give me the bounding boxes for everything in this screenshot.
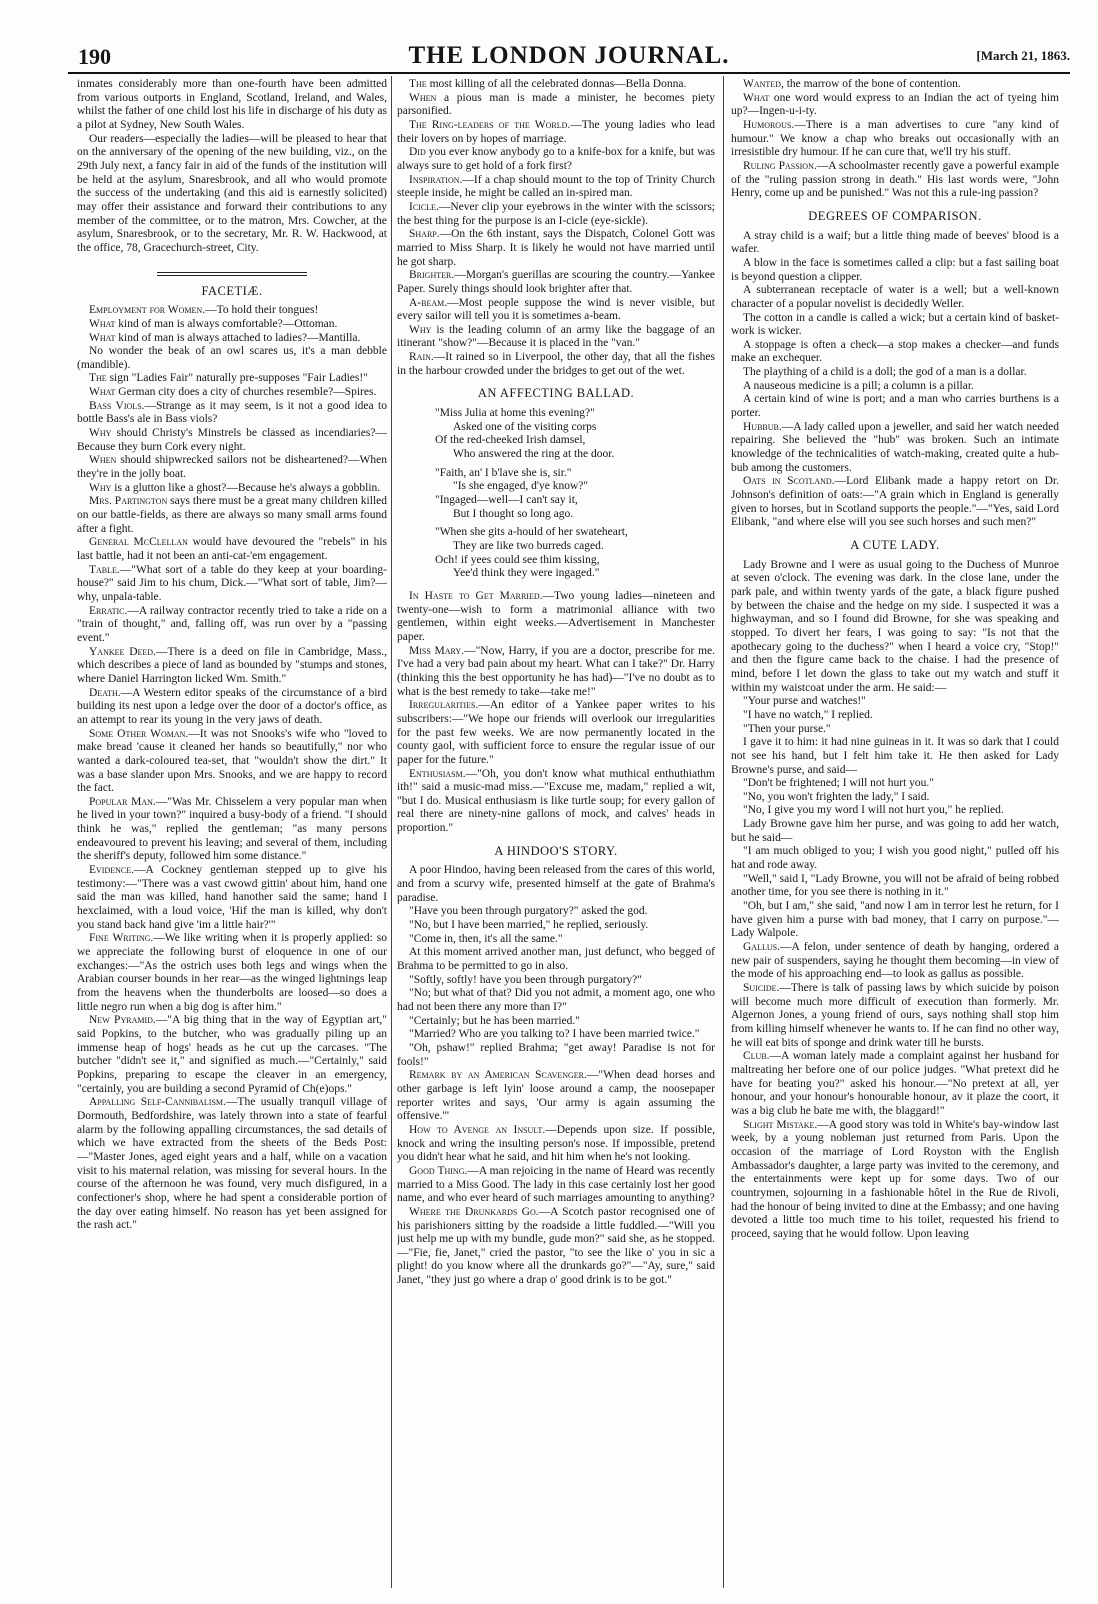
section-separator [157, 272, 307, 276]
verse-line: They are like two burreds caged. [453, 540, 604, 552]
item-lead: Suicide. [743, 982, 780, 994]
section-heading-hindoo: A HINDOO'S STORY. [494, 843, 618, 858]
comparison-line: A subterranean receptacle of water is a well; but a well-known character of a popular novelist is decidedly Weller. [731, 284, 1059, 310]
item-text: German city does a city of churches resemble?—Spires. [115, 386, 377, 399]
facetiae-item [397, 699, 715, 767]
facetiae-item [397, 1124, 715, 1165]
facetiae-item [77, 495, 387, 536]
item-lead: Sharp. [409, 228, 440, 241]
item-lead: General McClellan [89, 536, 188, 549]
item-lead: Good Thing. [409, 1164, 468, 1177]
facetiae-item [731, 941, 1059, 982]
story-paragraph: "No, but I have been married," he replied, seriously. [409, 919, 649, 932]
item-text: is a glutton like a ghost?—Because he's always a gobblin. [111, 481, 381, 494]
story-paragraph: "I am much obliged to you; I wish you good night," pulled off his hat and rode away. [731, 845, 1059, 872]
item-lead: Where the Drunkards Go. [409, 1205, 539, 1218]
item-lead: Some Other Woman. [89, 727, 189, 740]
item-lead: The [409, 78, 427, 90]
story-paragraph: Lady Browne and I were as usual going to the Duchess of Munroe at seven o'clock. The evening was dark. In the close lane, under the park pale, and within twenty yards of the gate, a black figure pushed by between the chaise and the hedge on my side. I suspected it was a highwayman, and so I found did Browne, for she was speaking and stopped. To divert her fears, I was going to say: "Is not that the apothecary going to the duchess?" when I heard a voice cry, "Stop!" and then the figure came back to the chaise. I had the presence of mind, before I let down the glass to take out my watch and stuff it within my waistcoat under the arm. He said:— [731, 558, 1059, 694]
item-lead: Club. [743, 1050, 770, 1063]
item-lead: How to Avenge an Insult. [409, 1123, 546, 1136]
facetiae-item [77, 427, 387, 454]
item-lead: Table. [89, 563, 120, 576]
item-lead: Mrs. Partington [89, 495, 168, 508]
comparison-line: The cotton in a candle is called a wick; but a certain kind of basket-work is wicker. [731, 311, 1059, 338]
facetiae-item [77, 536, 387, 563]
verse-line: "When she gits a-hould of her swateheart, [435, 526, 628, 539]
item-lead: Employment for Women. [89, 304, 206, 317]
ballad-stanza [397, 526, 715, 581]
item-lead: Hubbub. [743, 420, 782, 433]
ballad-stanza [397, 467, 715, 522]
facetiae-item [77, 932, 387, 1014]
verse-line: "Is she engaged, d'ye know?" [453, 480, 589, 493]
story-paragraph: Lady Browne gave him her purse, and was going to add her watch, but he said— [731, 818, 1059, 844]
section-heading-cute-lady: A CUTE LADY. [850, 538, 940, 552]
item-text: —The young ladies who lead their lovers on by hopes of marriage. [397, 118, 715, 145]
comparison-line: A blow in the face is sometimes called a clip: but a fast sailing boat is beyond question a clipper. [731, 256, 1059, 283]
facetiae-item [77, 304, 387, 318]
story-paragraph: At this moment arrived another man, just defunct, who begged of Brahma to be permitted to go in also. [397, 946, 715, 973]
item-lead: Miss Mary. [409, 644, 465, 657]
facetiae-item [397, 174, 715, 201]
item-lead: What [89, 317, 116, 330]
item-lead: Evidence. [89, 864, 135, 877]
facetiae-item [731, 475, 1059, 530]
story-paragraph: "Don't be frightened; I will not hurt you." [743, 777, 934, 790]
facetiae-item [77, 796, 387, 864]
paragraph: Our readers—especially the ladies—will be pleased to hear that on the anniversary of the opening of the new building, viz., on the 29th July next, a fancy fair in aid of the funds of the institution will be held at the asylum, Snaresbrook, and all who would promote the success of the undertaking (and this aid is earnestly solicited) may offer their assistance and forward their contributions to any member of the committee, or to the matron, Mrs. Cowcher, at the asylum, Snaresbrook, or to the secretary, Mr. R. W. Hackwood, at the office, 78, Gracechurch-street, City. [77, 132, 387, 254]
item-text: —"A big thing that in the way of Egyptian art," said Popkins, to the butcher, who was gradually piling up an immense heap of hogs' heads as he cut up the carcases. "The butcher "didn't see it," and signified as much.—"Certainly," said Popkins, preparing to escape the cleaver in an emergency, "certainly, you are building a second Pyramid of Ch(e)ops." [77, 1014, 387, 1095]
verse-line: Och! if yees could see thim kissing, [435, 553, 600, 566]
facetiae-item [77, 400, 387, 427]
item-lead: Humorous. [743, 118, 795, 131]
column-divider [391, 76, 392, 1588]
section-heading-degrees: DEGREES OF COMPARISON. [808, 208, 982, 223]
facetiae-item [77, 345, 387, 372]
facetiae-item [77, 318, 387, 332]
item-text: —To hold their tongues! [205, 304, 319, 317]
facetiae-item [397, 590, 715, 645]
story-paragraph: I gave it to him: it had nine guineas in it. It was so dark that I could not see his hand, but I felt him take it. He then asked for Lady Browne's purse, and said— [731, 736, 1059, 776]
comparison-line: A nauseous medicine is a pill; a column is a pillar. [743, 379, 974, 392]
story-paragraph: "No, you won't frighten the lady," I said. [743, 790, 930, 803]
item-text: —"Oh, you don't know what muthical enthuthiathm ith!" said a music-mad miss.—"Excuse me, madam," replied a wit, "but I do. Musical enthusiasm is like turtle soup; for every gallon of real there are ninety-nine gallons of mock, and calves' heads in proportion." [397, 767, 715, 835]
story-paragraph: "Your purse and watches!" [743, 695, 866, 708]
item-text: would have devoured the "rebels" in his last battle, had it not been an anti-cat-'em engagement. [77, 536, 387, 562]
facetiae-item [77, 646, 387, 687]
item-text: kind of man is always comfortable?—Ottoman. [115, 317, 338, 330]
item-text: —There is a deed on file in Cambridge, Mass., which describes a piece of land as bounded by "stumps and stones, where Daniel Harrington licked Wm. Smith." [77, 645, 387, 685]
issue-date: [March 21, 1863. [976, 48, 1070, 63]
facetiae-item [731, 421, 1059, 476]
story-paragraph: "No; but what of that? Did you not admit, a moment ago, one who had not been there any more than I?" [397, 987, 715, 1013]
item-text: —Two young ladies—nineteen and twenty-one—wish to form a matrimonial alliance with two gentlemen, within eight weeks.—Advertisement in Manchester paper. [397, 589, 715, 643]
header-rule [68, 72, 1070, 74]
item-text: —Lord Elibank made a happy retort on Dr. Johnson's definition of oats:—"A grain which in England is generally given to horses, but in Scotland supports the people."—"Yes, said Lord Elibank, "and where else will you see such horses and such men?" [731, 475, 1059, 529]
section-heading-ballad: AN AFFECTING BALLAD. [477, 386, 635, 401]
item-lead: Why [409, 323, 432, 336]
item-text: —A lady called upon a jeweller, and said her watch needed repairing. She believed the "hub" was broken. Such an intimate knowledge of the technicalities of watch-making, created quite a hub-bub among the customers. [731, 420, 1059, 474]
item-text: —Morgan's guerillas are scouring the country.—Yankee Paper. Surely things should look brighter after that. [397, 269, 715, 295]
item-lead: A-beam. [409, 296, 448, 309]
facetiae-item [731, 119, 1059, 160]
item-text: —An editor of a Yankee paper writes to his subscribers:—"We hope our friends will overlook our irregularities for the past few weeks. We are now permanently located in the county gaol, with sufficient force to ensure the regular issue of our paper for the future." [397, 699, 715, 766]
facetiae-item [397, 297, 715, 324]
item-text: —A Western editor speaks of the circumstance of a bird building its nest upon a ledge over the door of a doctor's office, as an attempt to rear its young in the very jaws of death. [77, 686, 387, 726]
item-lead: Inspiration. [409, 173, 463, 186]
verse-line: But I thought so long ago. [453, 507, 574, 520]
item-lead: Ruling Passion. [743, 159, 817, 172]
story-paragraph: "Oh, but I am," she said, "and now I am in terror lest he return, for I have given him a purse with bad money, that I carry on purpose."—Lady Walpole. [731, 900, 1059, 940]
item-lead: Fine Writing. [89, 932, 154, 945]
facetiae-item [77, 687, 387, 728]
item-text: should shipwrecked sailors not be disheartened?—When they're in the jolly boat. [77, 454, 387, 481]
verse-line: Of the red-cheeked Irish damsel, [435, 434, 586, 447]
verse-line: "Miss Julia at home this evening?" [435, 407, 595, 420]
item-text: No wonder the beak of an owl scares us, it's a man debble (mandible). [77, 345, 387, 371]
item-text: —There is talk of passing laws by which suicide by poison will become much more difficult of execution than formerly. Mr. Algernon Jones, a young friend of ours, says nothing shall stop him from killing himself whenever he wants to. If he can find no other way, he will eat bits of sponge and drink water till he bursts. [731, 982, 1059, 1049]
verse-line: Yee'd think they were ingaged." [453, 567, 600, 580]
item-text: —We like writing when it is properly applied: so we appreciate the following burst of eloquence in one of our exchanges:—"As the ostrich uses both legs and wings when the Arabian courser bounds in her rear—as the winged lightnings leap from the heavens when the thunderbolts are loosed—so does a little negro run when a big dog is after him." [77, 932, 387, 1013]
column-3 [731, 78, 1059, 1588]
item-text: —A Cockney gentleman stepped up to give his testimony:—"There was a vast cwowd gittin' about him, hand one said the man was killed, hand hanother said the same; hand I hexclaimed, with a loud voice, 'Hif the man is killed, why don't you stand back hand give 'im a little hair?'" [77, 864, 387, 931]
facetiae-item [731, 982, 1059, 1050]
item-text: —If a chap should mount to the top of Trinity Church steeple inside, he might be called an in-spired man. [397, 173, 715, 200]
item-text: —A railway contractor recently tried to take a ride on a "train of thought," and, falling off, was run over by a "passing event." [77, 604, 387, 644]
item-text: —A man rejoicing in the name of Heard was recently married to a Miss Good. The lady in this case certainly lost her good name, and who ever heard of such marriages amounting to anything? [397, 1164, 715, 1205]
item-text: —Strange as it may seem, is it not a good idea to bottle Bass's ale in Bass viols? [77, 399, 387, 426]
comparison-line: A stoppage is often a check—a stop makes a checker—and funds make an exchequer. [731, 338, 1059, 365]
item-lead: Brighter. [409, 269, 455, 282]
comparison-line: A certain kind of wine is port; and a man who carries burthens is a porter. [731, 393, 1059, 420]
facetiae-item [397, 78, 715, 92]
item-lead: Rain. [409, 351, 434, 364]
item-text: a pious man is made a minister, he becomes piety parsonified. [397, 91, 715, 118]
item-text: most killing of all the celebrated donnas—Bella Donna. [426, 78, 687, 90]
verse-line: "Ingaged—well—I can't say it, [435, 494, 578, 507]
item-text: is the leading column of an army like the baggage of an itinerant "show?"—Because it is placed in the "van." [397, 323, 715, 350]
story-paragraph: "I have no watch," I replied. [743, 708, 873, 721]
verse-line: Who answered the ring at the door. [453, 448, 615, 461]
item-lead: Bass Viols. [89, 399, 145, 412]
page-number: 190 [78, 44, 111, 69]
item-lead: What [743, 91, 770, 104]
item-lead: Wanted, [743, 78, 784, 90]
comparison-line: A stray child is a waif; but a little thing made of beeves' blood is a wafer. [731, 229, 1059, 256]
item-text: —A woman lately made a complaint against her husband for maltreating her before one of our police judges. "What pretext did he have for beating you?" asked his honour.—"No pretext at all, yer honour, and your honour's honourable honour, av it plaze the coort, it was a big club he bate me with, the blaggard!" [731, 1050, 1059, 1117]
item-text: —A schoolmaster recently gave a powerful example of the "ruling passion strong in death." His last words were, "John Henry, come up and be punished." Was not this a rule-ing passion? [731, 159, 1059, 200]
item-text: one word would express to an Indian the act of tyeing him up?—Ingen-u-i-ty. [731, 91, 1059, 118]
item-lead: Popular Man. [89, 795, 156, 808]
facetiae-item [77, 454, 387, 481]
verse-line: "Faith, an' I b'lave she is, sir." [435, 466, 572, 479]
facetiae-item [397, 351, 715, 378]
item-lead: Death. [89, 686, 121, 699]
verse-line: Asked one of the visiting corps [453, 420, 597, 433]
item-lead: Slight Mistake. [743, 1118, 818, 1131]
facetiae-item [77, 564, 387, 605]
item-lead: Gallus. [743, 941, 780, 954]
ballad-stanza [397, 407, 715, 462]
story-paragraph: "Then your purse." [743, 722, 831, 735]
facetiae-item [77, 1014, 387, 1096]
item-text: —There is a man advertises to cure "any kind of humour." We know a chap who breaks out occasionally with an irresistible dry humour. If he can cure that, we'll try his stuff. [731, 118, 1059, 159]
item-text: sign "Ladies Fair" naturally pre-supposes "Fair Ladies!" [106, 372, 368, 385]
facetiae-item [397, 92, 715, 119]
story-paragraph: "Softly, softly! have you been through purgatory?" [409, 973, 642, 986]
facetiae-item [77, 482, 387, 496]
facetiae-item [77, 372, 387, 386]
facetiae-item [397, 1165, 715, 1206]
facetiae-item [397, 645, 715, 700]
story-paragraph: "Come in, then, it's all the same." [409, 932, 563, 945]
column-2 [397, 78, 715, 1588]
facetiae-item [731, 92, 1059, 119]
item-lead: Icicle. [409, 200, 439, 213]
item-text: —"What sort of a table do they keep at your boarding-house?" said Jim to his chum, Dick.—"What sort of table, Jim?—why, unpala-table. [77, 563, 387, 603]
item-lead: Appalling Self-Cannibalism. [89, 1096, 226, 1109]
item-lead: Oats in Scotland. [743, 475, 835, 488]
item-lead: Remark by an American Scavenger. [409, 1069, 587, 1082]
item-lead: Why [89, 427, 112, 440]
story-paragraph: "Well," said I, "Lady Browne, you will not be afraid of being robbed another time, for you see there is nothing in it." [731, 872, 1059, 899]
facetiae-item [397, 269, 715, 296]
facetiae-item [77, 605, 387, 646]
item-text: —Most people suppose the wind is never visible, but every sailor will tell you it is sometimes a-beam. [397, 296, 715, 323]
story-paragraph: "Married? Who are you talking to? I have been married twice." [409, 1028, 700, 1041]
facetiae-item [731, 78, 1059, 92]
item-lead: Erratic. [89, 604, 128, 617]
facetiae-item [397, 324, 715, 351]
item-lead: What [89, 331, 116, 344]
story-paragraph: "Oh, pshaw!" replied Brahma; "get away! Paradise is not for fools!" [397, 1041, 715, 1068]
column-divider [723, 76, 724, 1588]
item-lead: When [89, 454, 117, 467]
item-text: —"When dead horses and other garbage is left lyin' loose around a camp, the noosepaper reporter writes and says, 'Our army is again assuming the offensive.'" [397, 1069, 715, 1123]
item-text: —A Scotch pastor recognised one of his parishioners sitting by the roadside a little fuddled.—"Will you just help me up with my bundle, gude mon?" said she, as he stopped.—"Fie, fie, Janet," cried the pastor, "to see the like o' you in sic a plight! do you know where all the drunkards go?"—"Ay, sure," said Janet, "they just go where a drap o' good drink is to be got." [397, 1205, 715, 1287]
item-lead: Irregularities. [409, 699, 479, 712]
item-lead: The [89, 372, 107, 385]
facetiae-item [731, 1050, 1059, 1118]
item-lead: Enthusiasm. [409, 767, 466, 780]
item-text: says there must be a great many children killed on our battle-fields, as there are always so many small arms found after a fight. [77, 495, 387, 535]
item-lead: The Ring-leaders of the World. [409, 118, 571, 131]
item-lead: When [409, 91, 437, 104]
item-text: kind of man is always attached to ladies?—Mantilla. [115, 331, 361, 344]
facetiae-item [77, 332, 387, 346]
item-text: —The usually tranquil village of Dormouth, Bedfordshire, was lately thrown into a state of fearful alarm by the following appalling circumstances, the sad details of which we have extracted from the sheets of the Beds Post:—"Master Jones, aged eight years and a half, while on a vacation visit to his maternal relation, was missing for several hours. In the course of the afternoon he was found, very much disfigured, in a confectioner's shop, where he had spent a considerable portion of the day over eating himself. No reason has yet been assigned for the rash act." [77, 1096, 387, 1232]
item-lead: Did [409, 146, 426, 159]
item-text: —On the 6th instant, says the Dispatch, Colonel Gott was married to Miss Sharp. It is likely he would not have married until he got sharp. [397, 228, 715, 268]
facetiae-item [77, 728, 387, 796]
facetiae-item [397, 1206, 715, 1288]
facetiae-item [397, 228, 715, 269]
item-text: —It was not Snooks's wife who "loved to make bread 'cause it cleaned her hands so beautifully," nor who wanted a dark-coloured tea-set, that "wouldn't show the dirt." It was a base slander upon Mrs. Snooks, and we are happy to record the fact. [77, 727, 387, 795]
item-lead: Why [89, 481, 112, 494]
item-text: —It rained so in Liverpool, the other day, that all the fishes in the harbour crowded under the bridges to get out of the wet. [397, 351, 715, 377]
facetiae-item [731, 160, 1059, 201]
column-1 [77, 78, 387, 1588]
section-heading-facetiae: FACETIÆ. [201, 283, 263, 298]
paragraph: inmates considerably more than one-fourth have been admitted from various outports in England, Scotland, Ireland, and Wales, whilst the father of one child lost his life in discharge of his duty as a pilot at Sydney, New South Wales. [77, 78, 387, 131]
journal-title: THE LONDON JOURNAL. [408, 42, 730, 69]
facetiae-item [77, 864, 387, 932]
story-paragraph: "Certainly; but he has been married." [409, 1014, 580, 1027]
story-paragraph: A poor Hindoo, having been released from the cares of this world, and from a scurvy wife, presented himself at the gate of Brahma's paradise. [397, 864, 715, 904]
facetiae-item [397, 768, 715, 836]
facetiae-item [397, 119, 715, 146]
comparison-line: The plaything of a child is a doll; the god of a man is a dollar. [743, 366, 1027, 379]
item-lead: What [89, 386, 116, 399]
item-text: —Never clip your eyebrows in the winter with the scissors; the best thing for the purpose is an I-cicle (eye-sickle). [397, 200, 715, 227]
facetiae-item [77, 386, 387, 400]
story-paragraph: "Have you been through purgatory?" asked the god. [409, 905, 648, 918]
item-text: you ever know anybody go to a knife-box for a knife, but was always sure to get hold of a fork first? [397, 146, 715, 172]
page-header [68, 40, 1070, 72]
item-text: —"Was Mr. Chisselem a very popular man when he lived in your town?" inquired a busy-body of a friend. "I should think he was," replied the gentleman; "as many persons endeavoured to prevent his leaving; and several of them, including the sheriff's deputy, followed him some distance." [77, 795, 387, 863]
item-text: —A felon, under sentence of death by hanging, ordered a new pair of suspenders, saying he thought them becoming—in view of the mode of his approaching end—to look as gallus as possible. [731, 941, 1059, 981]
item-text: —"Now, Harry, if you are a doctor, prescribe for me. I've had a very bad pain about my heart. What can I take?" Dr. Harry (thinking this the best opportunity he has had)—"I've no doubt as to what is the best remedy to take—take me!" [397, 644, 715, 698]
item-text: —A good story was told in White's bay-window last week, by a young nobleman just returned from Paris. Upon the occasion of the marriage of Lord Royston with the English Ambassador's daughter, a large party was invited to the ceremony, and the entertainments were kept up for some days. Two of our countrymen, sojourning in a fashionable hôtel in the Rue de Rivoli, had the honour of being invited to dine at the Embassy; and one having devoted a little too much time to his toilet, requested his friend to proceed, saying that he would follow. Upon leaving [731, 1118, 1059, 1240]
item-text: the marrow of the bone of contention. [783, 78, 961, 90]
facetiae-item [731, 1119, 1059, 1242]
facetiae-item [397, 146, 715, 173]
facetiae-item [77, 1096, 387, 1233]
story-paragraph: "No, I give you my word I will not hurt you," he replied. [743, 804, 1004, 817]
item-lead: Yankee Deed. [89, 645, 156, 658]
item-text: should Christy's Minstrels be classed as incendiaries?—Because they burn Cork every night. [77, 427, 387, 453]
facetiae-item [397, 1069, 715, 1124]
item-lead: In Haste to Get Married. [409, 589, 543, 602]
facetiae-item [397, 201, 715, 228]
item-lead: New Pyramid. [89, 1014, 156, 1027]
item-text: —Depends upon size. If possible, knock and wring the insulting person's nose. If impossible, pretend you didn't hear what he said, and hit him when he's not looking. [397, 1123, 715, 1164]
